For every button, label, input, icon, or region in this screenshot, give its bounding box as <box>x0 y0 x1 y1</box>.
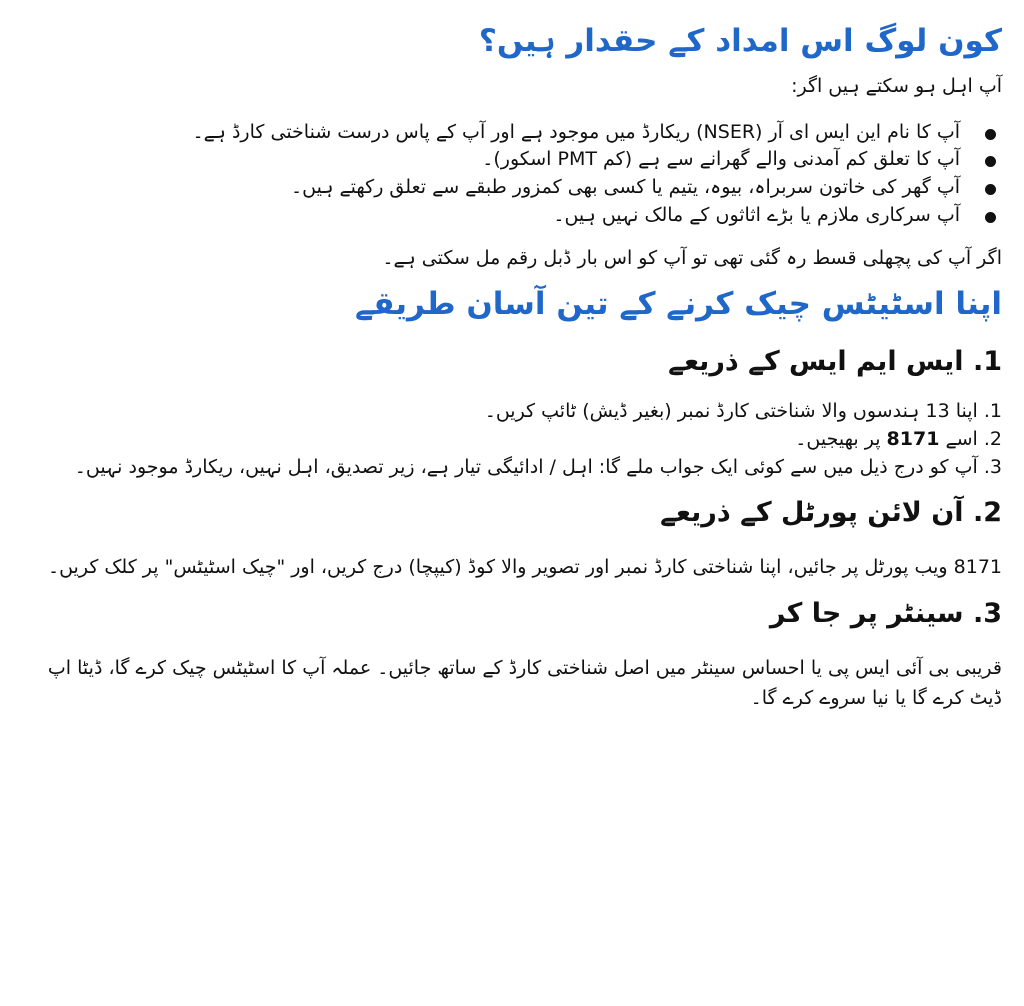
step-number: 2. <box>983 428 1002 451</box>
step-text: پر بھیجیں۔ <box>795 428 881 451</box>
section-number: 3. <box>972 598 1002 629</box>
step-text: آپ کو درج ذیل میں سے کوئی ایک جواب ملے گا: اہل / ادائیگی تیار ہے، زیر تصدیق، اہل نہیں، ریکارڈ موجود نہیں۔ <box>74 455 978 478</box>
bullet-icon <box>985 156 996 167</box>
online-method-text: 8171 ویب پورٹل پر جائیں، اپنا شناختی کارڈ نمبر اور تصویر والا کوڈ (کیپچا) درج کریں، اور "چیک اسٹیٹس" پر کلک کریں۔ <box>47 555 1002 578</box>
eligibility-list <box>22 119 1002 229</box>
step-text: اسے <box>945 428 978 451</box>
methods-heading: اپنا اسٹیٹس چیک کرنے کے تین آسان طریقے <box>354 286 1002 323</box>
bullet-icon <box>985 184 996 195</box>
section-title: سینٹر پر جا کر <box>769 598 964 629</box>
sms-steps <box>22 398 1002 481</box>
eligibility-intro: آپ اہل ہو سکتے ہیں اگر: <box>791 74 1002 97</box>
list-item-text: آپ گھر کی خاتون سربراہ، بیوہ، یتیم یا کسی بھی کمزور طبقے سے تعلق رکھتے ہیں۔ <box>291 175 960 198</box>
double-amount-note: اگر آپ کی پچھلی قسط رہ گئی تھی تو آپ کو اس بار ڈبل رقم مل سکتی ہے۔ <box>382 247 1002 270</box>
list-item <box>22 454 1002 482</box>
bullet-icon <box>985 212 996 223</box>
section-number: 2. <box>972 497 1002 529</box>
list-item-text: آپ سرکاری ملازم یا بڑے اثاثوں کے مالک نہیں ہیں۔ <box>553 203 960 226</box>
eligibility-heading: کون لوگ اس امداد کے حقدار ہیں؟ <box>478 23 1002 59</box>
step-number: 3. <box>983 455 1002 478</box>
list-item <box>22 174 1002 202</box>
list-item <box>22 426 1002 454</box>
step-text: اپنا 13 ہندسوں والا شناختی کارڈ نمبر (بغیر ڈیش) ٹائپ کریں۔ <box>484 400 978 423</box>
list-item <box>22 202 1002 230</box>
online-method-heading <box>22 493 1002 534</box>
list-item-text: آپ کا تعلق کم آمدنی والے گھرانے سے ہے (کم PMT اسکور)۔ <box>482 148 960 171</box>
center-method-text: قریبی بی آئی ایس پی یا احساس سینٹر میں اصل شناختی کارڈ کے ساتھ جائیں۔ عملہ آپ کا اسٹیٹس چیک کرے گا، ڈیٹا اپ ڈیٹ کرے گا یا نیا سروے کرے گا۔ <box>47 656 1002 709</box>
center-method-heading <box>22 594 1002 635</box>
sms-short-code: 8171 <box>886 428 940 451</box>
section-title: ایس ایم ایس کے ذریعے <box>668 345 964 377</box>
section-title: آن لائن پورٹل کے ذریعے <box>660 497 964 529</box>
sms-method-heading <box>22 342 1002 383</box>
list-item <box>22 119 1002 147</box>
bullet-icon <box>985 129 996 140</box>
section-number: 1. <box>972 345 1002 377</box>
list-item <box>22 146 1002 174</box>
step-number: 1. <box>983 400 1002 423</box>
list-item <box>22 398 1002 426</box>
list-item-text: آپ کا نام این ایس ای آر (NSER) ریکارڈ میں موجود ہے اور آپ کے پاس درست شناختی کارڈ ہے۔ <box>192 120 960 143</box>
